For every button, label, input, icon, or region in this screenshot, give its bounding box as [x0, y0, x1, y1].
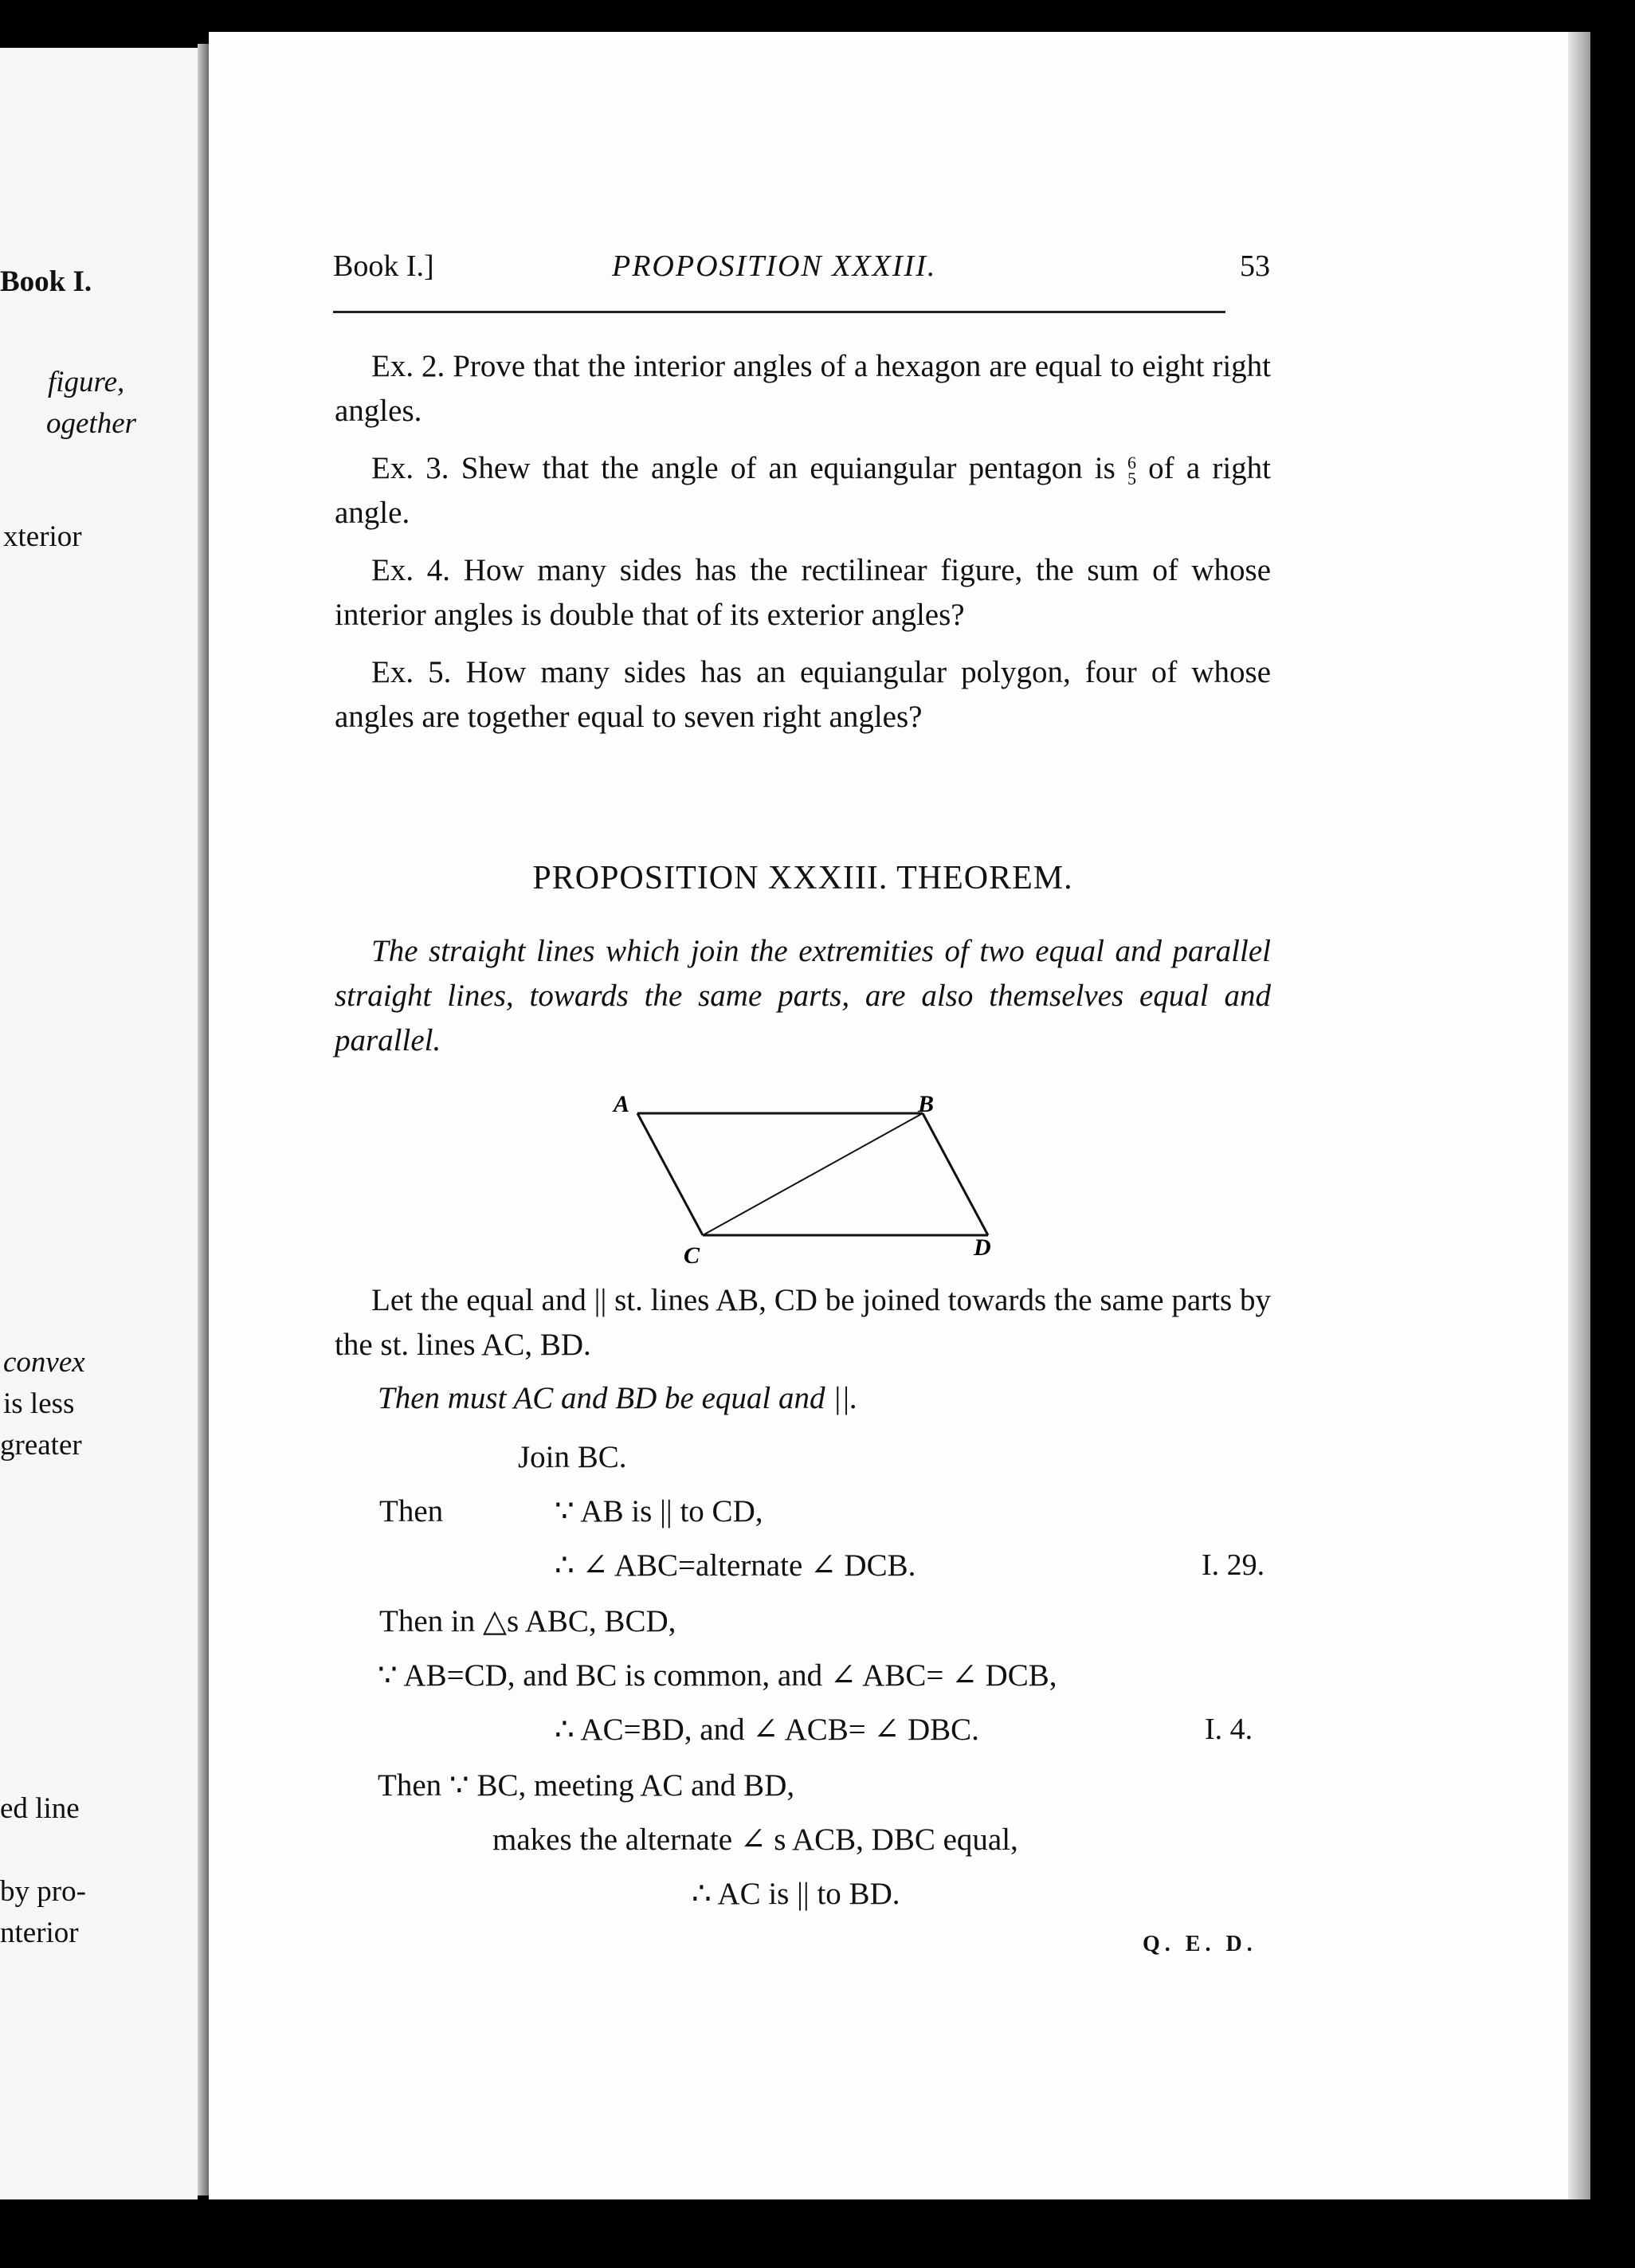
- exercise-text: How many sides has the rectilinear figure, the sum of whose interior angles is double that of its exterior angles?: [335, 553, 1272, 632]
- qed: Q. E. D.: [1143, 1932, 1257, 1956]
- label-c: C: [684, 1242, 700, 1269]
- left-page-header: Book I.: [0, 265, 92, 298]
- running-header-left: Book I.]: [333, 249, 434, 283]
- proposition-enunciation: [335, 929, 1271, 1063]
- proof-join: Join BC.: [518, 1440, 627, 1474]
- proof-therefore-3: ∴ AC is || to BD.: [692, 1877, 900, 1911]
- parallelogram-figure: [606, 1088, 1004, 1271]
- exercise-label: Ex. 3.: [371, 451, 449, 485]
- proof-therefore-1: ∴ ∠ ABC=alternate ∠ DCB.: [555, 1548, 916, 1583]
- line-bc: [703, 1113, 923, 1235]
- book-gutter: [198, 44, 209, 2195]
- left-line: xterior: [3, 520, 82, 553]
- line-ac: [637, 1113, 703, 1235]
- exercise-text: Shew that the angle of an equiangular pentagon is: [461, 451, 1115, 485]
- proof-then-in: Then in △s ABC, BCD,: [379, 1604, 676, 1638]
- proof-because-1: ∵ AB is || to CD,: [555, 1494, 763, 1528]
- left-line: by pro-: [0, 1875, 86, 1908]
- exercise-label: Ex. 5.: [371, 655, 452, 689]
- proof-then: Then: [379, 1494, 444, 1528]
- left-line: ed line: [0, 1792, 80, 1825]
- label-a: A: [614, 1091, 630, 1117]
- fraction: [1127, 455, 1136, 487]
- line-bd: [923, 1113, 988, 1235]
- left-page-fragment: [0, 48, 198, 2199]
- reference-i-29: I. 29.: [1202, 1548, 1265, 1582]
- fraction-denominator: 5: [1127, 469, 1136, 489]
- exercise-2: [335, 344, 1271, 434]
- exercise-label: Ex. 4.: [371, 553, 451, 587]
- left-line: is less: [3, 1387, 75, 1420]
- label-d: D: [974, 1234, 991, 1261]
- left-line: convex: [3, 1346, 85, 1379]
- proof-claim: Then must AC and BD be equal and ||.: [378, 1381, 858, 1415]
- header-rule: [333, 311, 1225, 313]
- exercise-4: [335, 548, 1271, 638]
- label-b: B: [918, 1091, 935, 1117]
- fraction-numerator: 6: [1127, 453, 1136, 473]
- exercise-5: [335, 650, 1271, 740]
- proof-therefore-2: ∴ AC=BD, and ∠ ACB= ∠ DBC.: [555, 1713, 979, 1747]
- exercise-text: of a right angle.: [335, 451, 1271, 530]
- running-header-title: PROPOSITION XXXIII.: [612, 249, 937, 283]
- exercise-text: How many sides has an equiangular polygon, four of whose angles are together equal to seven right angles?: [335, 655, 1272, 734]
- proof-intro: [335, 1278, 1271, 1367]
- left-line: greater: [0, 1429, 82, 1462]
- exercise-label: Ex. 2.: [371, 349, 445, 383]
- proof-intro-text: Let the equal and || st. lines AB, CD be joined towards the same parts by the st. lines AC, BD.: [335, 1283, 1271, 1362]
- left-line: ogether: [46, 407, 137, 440]
- exercise-text: Prove that the interior angles of a hexagon are equal to eight right angles.: [335, 349, 1272, 428]
- proof-then-3: Then ∵ BC, meeting AC and BD,: [378, 1768, 795, 1803]
- page-number: 53: [1240, 249, 1270, 283]
- left-line: nterior: [0, 1917, 79, 1949]
- enunciation-text: The straight lines which join the extremities of two equal and parallel straight lines, towards the same parts, are also themselves equal and parallel.: [335, 934, 1271, 1057]
- left-line: figure,: [48, 366, 125, 398]
- reference-i-4: I. 4.: [1205, 1713, 1253, 1746]
- exercise-3: [335, 446, 1271, 536]
- proof-because-2: ∵ AB=CD, and BC is common, and ∠ ABC= ∠ DCB,: [378, 1658, 1057, 1693]
- proposition-title: PROPOSITION XXXIII. THEOREM.: [532, 860, 1073, 897]
- page-edge: [1568, 32, 1590, 2199]
- proof-makes: makes the alternate ∠ s ACB, DBC equal,: [492, 1823, 1018, 1857]
